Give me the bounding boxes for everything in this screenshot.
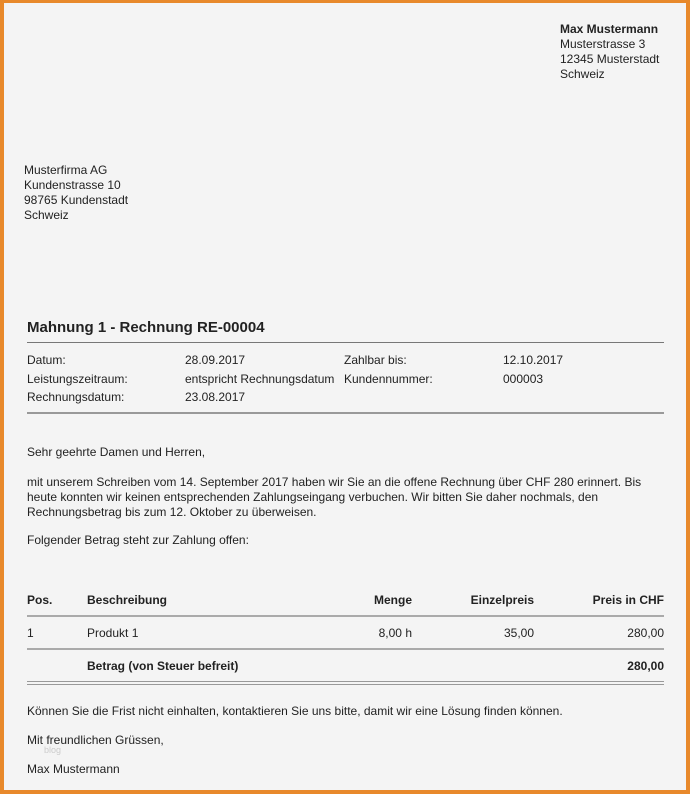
recipient-address — [24, 163, 128, 223]
sender-country: Schweiz — [560, 67, 605, 81]
datum-value: 28.09.2017 — [185, 353, 246, 367]
divider — [27, 342, 664, 343]
header-qty: Menge — [373, 592, 412, 607]
rdatum-value: 23.08.2017 — [185, 390, 246, 404]
letter-page — [4, 3, 686, 790]
recipient-street: Kundenstrasse 10 — [24, 178, 121, 192]
closing: Mit freundlichen Grüssen, — [27, 733, 164, 747]
body-paragraph: mit unserem Schreiben vom 14. September 2017 haben wir Sie an die offene Rechnung über CHF 280 erinnert. Bis heute konnten wir keinen entsprechenden Zahlungseingang verbuchen. Wir bitten Sie daher nochmals, den Rechnungsbetrag bis zum 12. Oktober zu überweisen. — [27, 475, 642, 519]
cell-total: 280,00 — [627, 625, 664, 640]
zahlbar-value: 12.10.2017 — [503, 353, 564, 367]
recipient-country: Schweiz — [24, 208, 69, 222]
kunden-value: 000003 — [503, 371, 544, 386]
body-paragraph: Folgender Betrag steht zur Zahlung offen: — [27, 533, 249, 547]
items-table — [27, 584, 664, 685]
watermark: blog — [44, 745, 62, 755]
header-desc: Beschreibung — [87, 592, 168, 607]
table-sum-row — [27, 650, 664, 685]
cell-qty: 8,00 h — [378, 625, 412, 640]
document-title: Mahnung 1 - Rechnung RE-00004 — [27, 319, 265, 336]
leistung-label: Leistungszeitraum: — [27, 371, 128, 386]
greeting: Sehr geehrte Damen und Herren, — [27, 445, 206, 459]
invoice-meta — [27, 351, 563, 407]
sender-name: Max Mustermann — [560, 22, 659, 36]
sender-city: 12345 Musterstadt — [560, 52, 660, 66]
header-pos: Pos. — [27, 592, 53, 607]
sum-value: 280,00 — [627, 658, 664, 673]
leistung-value: entspricht Rechnungsdatum — [185, 371, 335, 386]
cell-pos: 1 — [27, 625, 34, 640]
signature: Max Mustermann — [27, 762, 120, 776]
sender-address — [560, 22, 659, 82]
kunden-label: Kundennummer: — [344, 371, 433, 386]
recipient-city: 98765 Kundenstadt — [24, 193, 129, 207]
body-paragraph: Können Sie die Frist nicht einhalten, kontaktieren Sie uns bitte, damit wir eine Lösung finden können. — [27, 704, 563, 718]
header-unit: Einzelpreis — [470, 592, 534, 607]
table-header — [27, 584, 664, 617]
sender-street: Musterstrasse 3 — [560, 37, 646, 51]
cell-desc: Produkt 1 — [87, 625, 139, 640]
zahlbar-label: Zahlbar bis: — [344, 353, 407, 367]
recipient-company: Musterfirma AG — [24, 163, 108, 177]
sum-label: Betrag (von Steuer befreit) — [87, 658, 239, 673]
cell-unit: 35,00 — [503, 625, 534, 640]
divider — [27, 412, 664, 414]
header-total: Preis in CHF — [592, 592, 664, 607]
datum-label: Datum: — [27, 353, 66, 367]
table-row — [27, 617, 664, 650]
rdatum-label: Rechnungsdatum: — [27, 390, 125, 404]
